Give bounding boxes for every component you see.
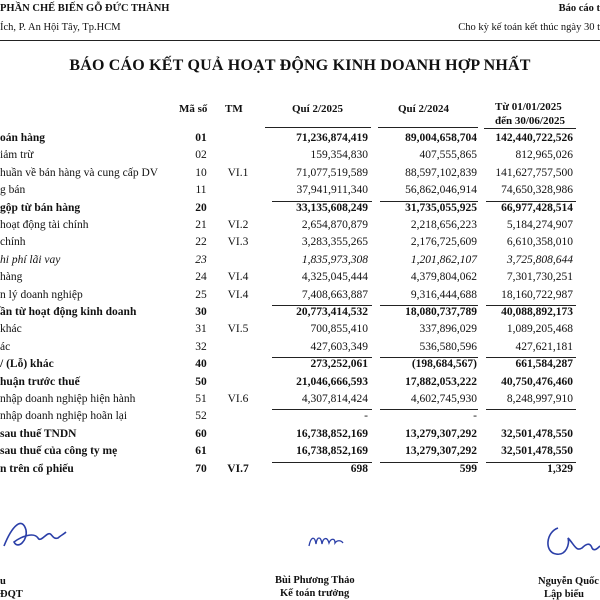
row-q2024: 2,218,656,223	[410, 219, 477, 231]
row-q2024: 9,316,444,688	[410, 288, 477, 301]
row-code: 51	[195, 393, 207, 405]
col-header-note: TM	[225, 103, 243, 115]
row-ytd: 40,750,476,460	[501, 375, 573, 388]
row-q2024: 88,597,102,839	[405, 166, 477, 179]
row-label: / (Lỗ) khác	[0, 358, 54, 371]
col-rule-q2024	[378, 127, 478, 128]
row-label: hoạt động tài chính	[0, 219, 89, 231]
row-q2025: 3,283,355,265	[301, 236, 368, 249]
row-code: 20	[195, 201, 207, 214]
row-ytd: 812,965,026	[515, 149, 573, 162]
row-q2025: 1,835,973,308	[301, 253, 368, 266]
row-ytd: 40,088,892,173	[501, 306, 573, 318]
row-ytd: 32,501,478,550	[501, 445, 573, 458]
row-label: nhập doanh nghiệp hiện hành	[0, 393, 136, 405]
row-label: gộp từ bán hàng	[0, 201, 81, 214]
row-q2025: 273,252,061	[310, 358, 368, 371]
row-q2024: 4,379,804,062	[410, 271, 477, 284]
row-ytd: 1,089,205,468	[506, 323, 573, 336]
row-code: 10	[195, 166, 207, 179]
subtotal-rule	[272, 305, 372, 306]
table-row	[0, 306, 600, 324]
row-q2024: 599	[459, 462, 477, 475]
col-header-ytd-to: đến 30/06/2025	[495, 115, 565, 127]
row-label: n trên cổ phiếu	[0, 462, 74, 475]
report-title: BÁO CÁO KẾT QUẢ HOẠT ĐỘNG KINH DOANH HỢP NHẤT	[69, 57, 531, 74]
row-note: VI.4	[227, 271, 249, 284]
row-label: hàng	[0, 271, 23, 284]
table-row	[0, 167, 600, 185]
row-q2025: 698	[350, 462, 368, 475]
table-row	[0, 376, 600, 394]
table-row	[0, 219, 600, 237]
table-row	[0, 358, 600, 376]
row-label: nhập doanh nghiệp hoãn lại	[0, 410, 128, 423]
row-q2025: 16,738,852,169	[296, 445, 368, 458]
row-q2024: 536,580,596	[419, 340, 477, 353]
table-row	[0, 236, 600, 254]
row-label: hi phí lãi vay	[0, 253, 61, 266]
row-ytd: 142,440,722,526	[495, 132, 573, 144]
period-note: Cho kỳ kế toán kết thúc ngày 30 t	[458, 22, 600, 33]
col-header-q2024: Quí 2/2024	[398, 103, 450, 115]
row-label: oán hàng	[0, 132, 46, 144]
table-row	[0, 393, 600, 411]
subtotal-rule	[380, 409, 478, 410]
row-q2024: 17,882,053,222	[405, 375, 477, 388]
company-name: PHẦN CHẾ BIẾN GỖ ĐỨC THÀNH	[0, 3, 170, 14]
subtotal-rule	[380, 462, 478, 463]
row-code: 11	[195, 184, 207, 197]
row-q2025: 20,773,414,532	[296, 306, 368, 318]
row-ytd: 427,621,181	[515, 340, 573, 353]
col-rule-ytd	[484, 128, 576, 129]
row-q2025: -	[364, 410, 368, 423]
signer-left-name: u	[0, 576, 6, 587]
row-note: VI.3	[227, 236, 249, 249]
row-note: VI.1	[227, 166, 249, 179]
row-label: ác	[0, 340, 11, 353]
row-label: g bán	[0, 184, 26, 197]
row-code: 23	[195, 253, 207, 266]
signer-middle-name: Bùi Phương Thảo	[275, 575, 355, 586]
row-q2025: 4,325,045,444	[301, 271, 368, 284]
subtotal-rule	[380, 305, 478, 306]
table-row	[0, 149, 600, 167]
signer-middle-role: Kế toán trưởng	[280, 588, 350, 599]
row-q2024: 4,602,745,930	[410, 393, 477, 405]
row-code: 40	[195, 358, 207, 371]
table-row	[0, 463, 600, 481]
signer-right-role: Lập biểu	[544, 589, 584, 600]
row-ytd: 141,627,757,500	[495, 166, 573, 179]
table-row	[0, 132, 600, 150]
row-code: 50	[195, 375, 207, 388]
report-type: Báo cáo t	[558, 3, 600, 14]
row-q2025: 2,654,870,879	[301, 219, 368, 231]
row-q2025: 71,236,874,419	[296, 132, 368, 144]
row-label: iảm trừ	[0, 149, 34, 162]
subtotal-rule	[272, 462, 372, 463]
signature-left	[0, 506, 70, 566]
row-ytd: 3,725,808,644	[506, 253, 573, 266]
row-label: n lý doanh nghiệp	[0, 288, 83, 301]
subtotal-rule	[380, 357, 478, 358]
row-q2025: 16,738,852,169	[296, 427, 368, 440]
table-row	[0, 323, 600, 341]
signature-middle	[305, 528, 365, 558]
col-header-code: Mã số	[179, 103, 208, 115]
row-note: VI.5	[227, 323, 249, 336]
signer-right-name: Nguyễn Quốc	[538, 576, 599, 587]
table-row	[0, 289, 600, 307]
row-code: 01	[195, 132, 207, 144]
col-header-q2025: Quí 2/2025	[292, 103, 344, 115]
row-q2025: 427,603,349	[310, 340, 368, 353]
row-ytd: 6,610,358,010	[506, 236, 573, 249]
row-ytd: 74,650,328,986	[501, 184, 573, 197]
row-ytd: 66,977,428,514	[501, 201, 573, 214]
row-q2025: 159,354,830	[310, 149, 368, 162]
row-note: VI.2	[227, 219, 249, 231]
col-rule-q2025	[265, 127, 371, 128]
row-q2024: -	[473, 410, 477, 423]
table-row	[0, 202, 600, 220]
row-label: sau thuế TNDN	[0, 427, 77, 440]
subtotal-rule	[272, 357, 372, 358]
subtotal-rule	[486, 305, 576, 306]
row-label: khác	[0, 323, 22, 336]
table-row	[0, 254, 600, 272]
row-note: VI.6	[227, 393, 249, 405]
subtotal-rule	[486, 357, 576, 358]
table-row	[0, 410, 600, 428]
row-code: 61	[195, 445, 207, 458]
row-ytd: 661,584,287	[515, 358, 573, 371]
signature-right	[540, 518, 600, 564]
row-q2024: 13,279,307,292	[405, 445, 477, 458]
row-q2024: 407,555,865	[419, 149, 477, 162]
row-q2025: 71,077,519,589	[296, 166, 368, 179]
row-label: huận trước thuế	[0, 375, 80, 388]
row-ytd: 32,501,478,550	[501, 427, 573, 440]
row-note: VI.4	[227, 288, 249, 301]
row-label: ần từ hoạt động kinh doanh	[0, 306, 137, 318]
row-q2024: (198,684,567)	[411, 358, 477, 371]
row-code: 02	[195, 149, 207, 162]
signer-left-role: ĐQT	[0, 589, 23, 600]
row-note: VI.7	[227, 462, 249, 475]
row-label: chính	[0, 236, 26, 249]
row-q2025: 21,046,666,593	[296, 375, 368, 388]
row-code: 31	[195, 323, 207, 336]
row-q2025: 4,307,814,424	[301, 393, 368, 405]
row-q2025: 37,941,911,340	[296, 184, 368, 197]
row-q2025: 7,408,663,887	[301, 288, 368, 301]
table-row	[0, 341, 600, 359]
row-code: 52	[195, 410, 207, 423]
row-q2024: 89,004,658,704	[405, 132, 477, 144]
row-code: 60	[195, 427, 207, 440]
row-label: huần về bán hàng và cung cấp DV	[0, 166, 159, 179]
row-label: sau thuế của công ty mẹ	[0, 445, 118, 458]
row-q2025: 33,135,608,249	[296, 201, 368, 214]
row-code: 32	[195, 340, 207, 353]
row-code: 22	[195, 236, 207, 249]
row-ytd: 8,248,997,910	[506, 393, 573, 405]
row-code: 24	[195, 271, 207, 284]
table-row	[0, 184, 600, 202]
subtotal-rule	[272, 409, 372, 410]
table-row	[0, 445, 600, 463]
company-address: Ích, P. An Hội Tây, Tp.HCM	[0, 22, 121, 33]
table-row	[0, 428, 600, 446]
row-ytd: 5,184,274,907	[506, 219, 573, 231]
subtotal-rule	[486, 409, 576, 410]
subtotal-rule	[380, 201, 478, 202]
row-q2024: 337,896,029	[419, 323, 477, 336]
row-ytd: 7,301,730,251	[506, 271, 573, 284]
row-q2024: 13,279,307,292	[405, 427, 477, 440]
row-code: 25	[195, 288, 207, 301]
header-rule	[0, 40, 600, 41]
row-code: 30	[195, 306, 207, 318]
row-code: 70	[195, 462, 207, 475]
row-ytd: 1,329	[547, 462, 573, 475]
row-q2024: 1,201,862,107	[410, 253, 477, 266]
row-q2024: 56,862,046,914	[405, 184, 477, 197]
row-ytd: 18,160,722,987	[501, 288, 573, 301]
row-q2024: 18,080,737,789	[405, 306, 477, 318]
row-q2024: 2,176,725,609	[410, 236, 477, 249]
subtotal-rule	[272, 201, 372, 202]
table-row	[0, 271, 600, 289]
subtotal-rule	[486, 462, 576, 463]
subtotal-rule	[486, 201, 576, 202]
row-q2025: 700,855,410	[310, 323, 368, 336]
row-code: 21	[195, 219, 207, 231]
row-q2024: 31,735,055,925	[405, 201, 477, 214]
col-header-ytd-from: Từ 01/01/2025	[495, 101, 562, 113]
